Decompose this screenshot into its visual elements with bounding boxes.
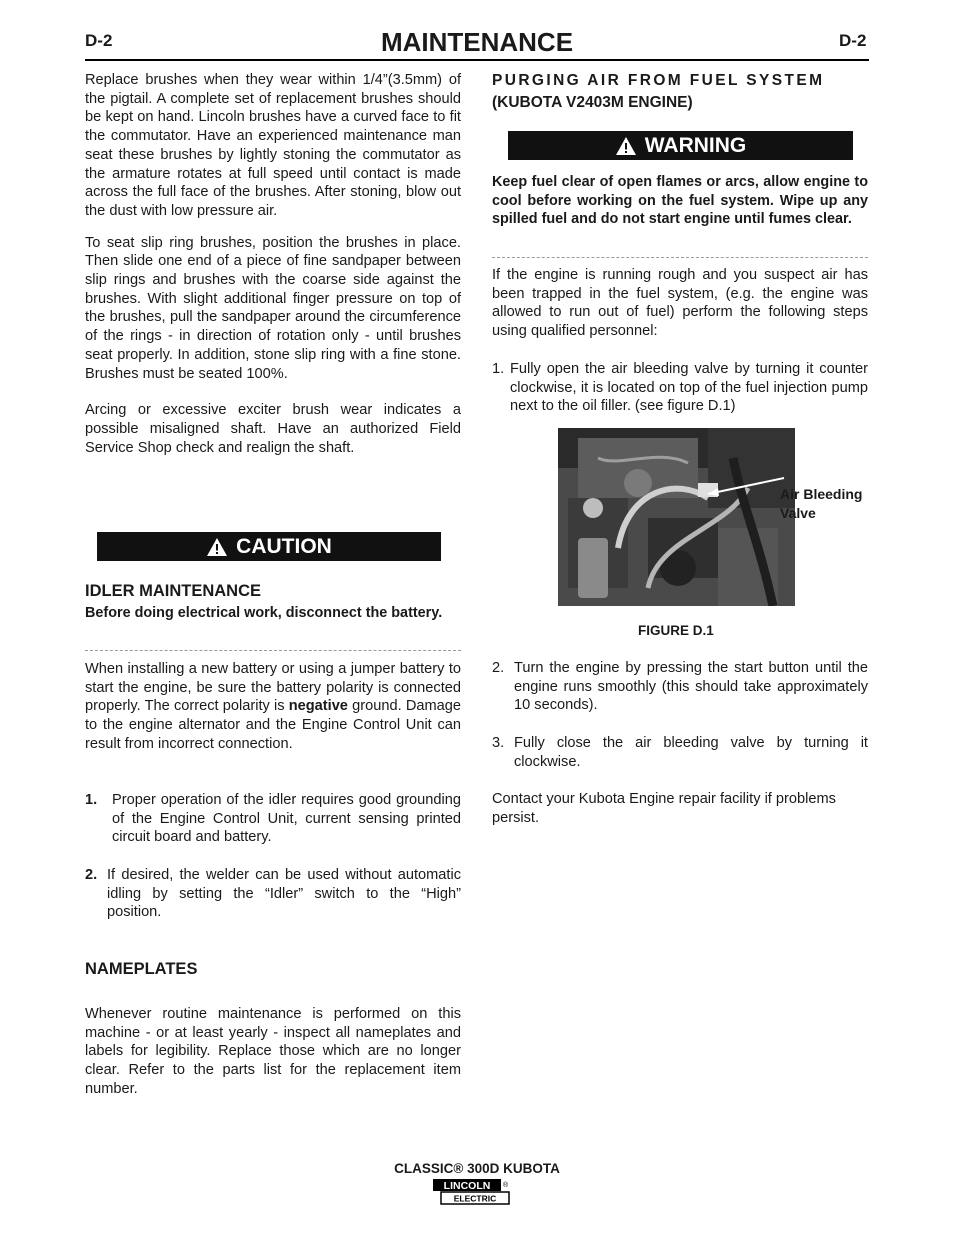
callout-line2: Valve: [780, 505, 816, 521]
list-item-number: 2.: [492, 660, 505, 676]
svg-text:®: ®: [503, 1182, 509, 1189]
nameplates-paragraph: Whenever routine maintenance is performed on this machine - or at least yearly - inspect all nameplates and labels for legibility. Replace those which are no longer clear. Refer to the parts list for the replacement item number.: [85, 1006, 461, 1097]
list-item-text: Turn the engine by pressing the start button until the engine runs smoothly (this should take approximately 10 seconds).: [514, 660, 868, 714]
left-column: [85, 71, 461, 457]
list-item: [85, 791, 461, 847]
idler-maintenance-heading: IDLER MAINTENANCE: [85, 582, 261, 600]
callout-line1: Air Bleeding: [780, 486, 863, 502]
figure-caption: FIGURE D.1: [638, 623, 714, 638]
nameplates-heading: NAMEPLATES: [85, 960, 198, 978]
idler-paragraph-text: When installing a new battery or using a jumper battery to start the engine, be sure the battery polarity is connected properly. The correct polarity is: [85, 661, 461, 715]
dashed-divider: [85, 650, 461, 651]
idler-paragraph-text-end: ground. Damage to the engine alternator and the Engine Control Unit can result from incorrect connection.: [85, 698, 461, 752]
page-number-right: D-2: [839, 31, 867, 50]
list-item-number: 2.: [85, 867, 98, 883]
fuel-warning-text: Keep fuel clear of open flames or arcs, allow engine to cool before working on the fuel system. Wipe up any spilled fuel and do not start engine until fumes clear.: [492, 174, 868, 228]
warning-triangle-icon: [206, 537, 228, 557]
lincoln-electric-logo: [433, 1178, 513, 1206]
warning-triangle-icon: [615, 136, 637, 156]
list-item: [492, 734, 868, 771]
caution-banner: [97, 532, 441, 561]
footer-model-name: CLASSIC® 300D KUBOTA: [394, 1161, 560, 1176]
list-item: [492, 659, 868, 715]
brush-replacement-paragraph: Replace brushes when they wear within 1/4”(3.5mm) of the pigtail. A complete set of replacement brushes should be kept on hand. Lincoln brushes have a curved face to fit the commutator. Have an experienced maintenance man seat these brushes by lightly stoning the commutator as the armature rotates at full speed until contact is made across the full face of the brushes. After stoning, blow out the dust with low pressure air.: [85, 72, 461, 219]
list-item: [492, 360, 868, 416]
list-item: [85, 866, 461, 922]
engine-photo-illustration: [558, 428, 795, 606]
purging-heading-line2: (KUBOTA V2403M ENGINE): [492, 94, 693, 111]
exciter-paragraph: Arcing or excessive exciter brush wear indicates a possible misaligned shaft. Have an authorized Field Service Shop check and realign the shaft.: [85, 402, 461, 456]
closing-paragraph: Contact your Kubota Engine repair facility if problems persist.: [492, 791, 836, 826]
svg-text:LINCOLN: LINCOLN: [443, 1180, 491, 1192]
header-rule: [85, 59, 869, 61]
figure-callout: [780, 485, 862, 523]
list-item-text: Fully open the air bleeding valve by turning it counter clockwise, it is located on top of the fuel injection pump next to the oil filler. (see figure D.1): [510, 361, 868, 415]
list-item-text: If desired, the welder can be used without automatic idling by setting the “Idler” switch to the “High” position.: [107, 867, 461, 921]
purging-heading-line1: PURGING AIR FROM FUEL SYSTEM: [492, 72, 825, 89]
lincoln-electric-logo-graphic: [433, 1178, 513, 1206]
engine-photo: [558, 428, 795, 606]
polarity-emphasis: negative: [288, 698, 348, 715]
list-item-text: Fully close the air bleeding valve by turning it clockwise.: [514, 735, 868, 770]
page-number-left: D-2: [85, 31, 113, 50]
warning-banner: [508, 131, 853, 160]
page-title: MAINTENANCE: [380, 27, 574, 57]
slip-ring-paragraph: To seat slip ring brushes, position the brushes in place. Then slide one end of a piece of fine sandpaper between slip rings and brushes with the coarse side against the brushes. With slight additional finger pressure on top of the brushes, pull the sandpaper around the circumference of the rings - in direction of rotation only - until brushes seat properly. In addition, stone slip ring with a fine stone. Brushes must be seated 100%.: [85, 234, 461, 382]
idler-warning-text: Before doing electrical work, disconnect the battery.: [85, 605, 443, 621]
caution-label: CAUTION: [236, 534, 332, 558]
list-item-text: Proper operation of the idler requires good grounding of the Engine Control Unit, current sensing printed circuit board and battery.: [112, 792, 461, 846]
list-item-number: 3.: [492, 735, 505, 751]
idler-paragraph: [85, 660, 461, 754]
list-item-number: 1.: [85, 792, 98, 808]
svg-text:ELECTRIC: ELECTRIC: [453, 1193, 497, 1204]
warning-label: WARNING: [644, 133, 747, 157]
purging-intro: If the engine is running rough and you suspect air has been trapped in the fuel system, (e.g. the engine was allowed to run out of fuel) perform the following steps using qualified personnel:: [492, 267, 868, 340]
dashed-divider: [492, 257, 868, 258]
list-item-number: 1.: [492, 361, 505, 377]
